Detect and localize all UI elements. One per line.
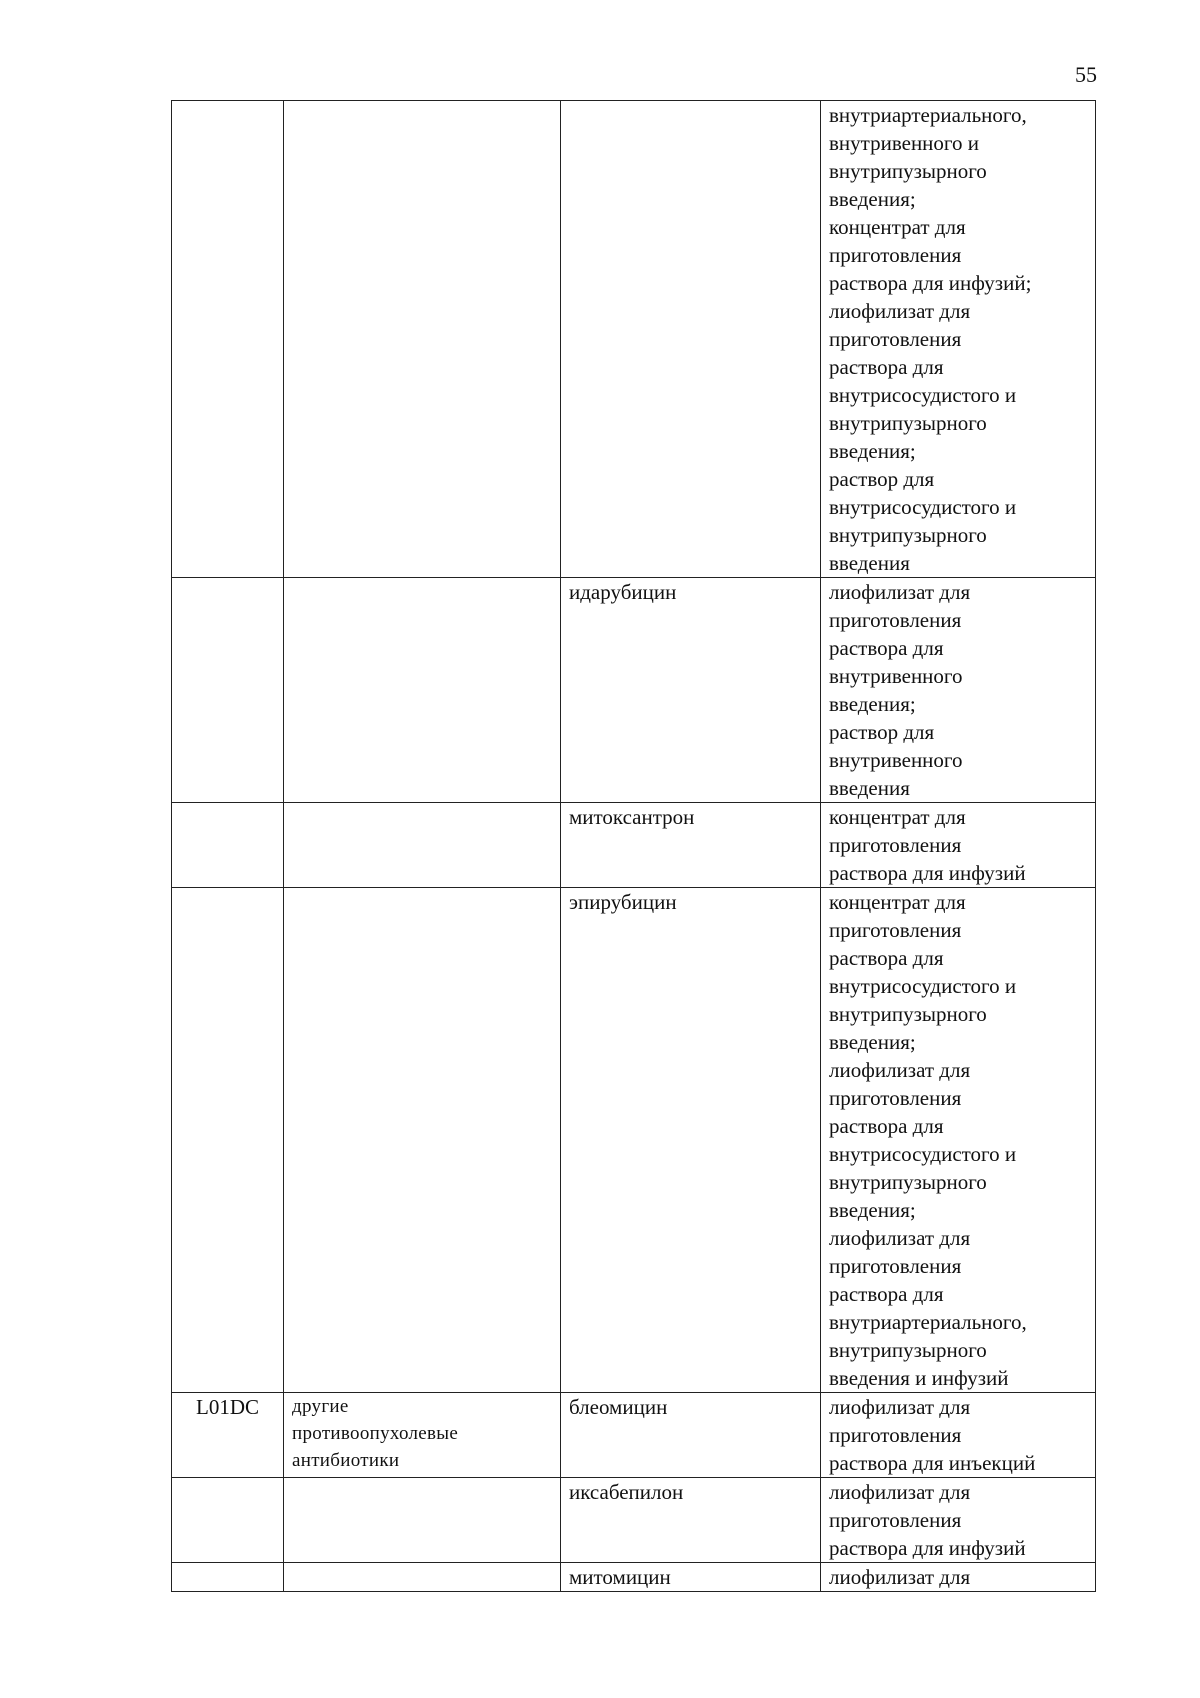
drug-name: блеомицин xyxy=(569,1395,668,1419)
drug-name-cell xyxy=(561,101,821,578)
dosage-form-line: раствора для инфузий; xyxy=(829,271,1032,295)
table-row xyxy=(172,1393,1096,1478)
dosage-form-line: внутрисосудистого и xyxy=(829,495,1017,519)
drug-name: иксабепилон xyxy=(569,1480,684,1504)
atc-code-cell xyxy=(172,1563,284,1592)
dosage-form-line: раствора для инъекций xyxy=(829,1451,1036,1475)
dosage-form-line: внутривенного xyxy=(829,748,963,772)
atc-code-cell xyxy=(172,101,284,578)
dosage-form-line: концентрат для xyxy=(829,890,966,914)
pharmacological-group-cell xyxy=(284,101,561,578)
dosage-form-line: лиофилизат для xyxy=(829,1226,971,1250)
atc-code-cell xyxy=(172,1393,284,1478)
table-row xyxy=(172,803,1096,888)
dosage-form-line: раствора для xyxy=(829,946,944,970)
dosage-form-line: введения; xyxy=(829,439,916,463)
dosage-form-cell xyxy=(821,1393,1096,1478)
pharmacological-group-line: антибиотики xyxy=(292,1450,400,1471)
dosage-form-line: введения; xyxy=(829,692,916,716)
dosage-form-line: внутрисосудистого и xyxy=(829,974,1017,998)
pharmacological-group-cell xyxy=(284,1563,561,1592)
pharmacological-group-cell xyxy=(284,888,561,1393)
dosage-form-line: введения; xyxy=(829,1198,916,1222)
dosage-form-line: внутрисосудистого и xyxy=(829,1142,1017,1166)
dosage-form-cell xyxy=(821,101,1096,578)
pharmacological-group-cell xyxy=(284,578,561,803)
dosage-form-line: внутрипузырного xyxy=(829,1170,987,1194)
drug-name: митоксантрон xyxy=(569,805,695,829)
table-row xyxy=(172,1563,1096,1592)
drug-table xyxy=(171,100,1096,1592)
dosage-form-line: внутрисосудистого и xyxy=(829,383,1017,407)
dosage-form-line: внутриартериального, xyxy=(829,103,1027,127)
dosage-form-line: лиофилизат для xyxy=(829,1395,971,1419)
dosage-form-line: внутрипузырного xyxy=(829,159,987,183)
dosage-form-line: приготовления xyxy=(829,833,962,857)
dosage-form-line: лиофилизат для xyxy=(829,1480,971,1504)
dosage-form-line: внутрипузырного xyxy=(829,1002,987,1026)
dosage-form-line: раствора для инфузий xyxy=(829,861,1026,885)
dosage-form-line: внутривенного и xyxy=(829,131,979,155)
dosage-form-line: раствора для xyxy=(829,636,944,660)
pharmacological-group-line: другие xyxy=(292,1396,349,1417)
table-row xyxy=(172,578,1096,803)
dosage-form-line: приготовления xyxy=(829,608,962,632)
dosage-form-line: приготовления xyxy=(829,243,962,267)
drug-table-body xyxy=(172,101,1096,1592)
dosage-form-line: раствор для xyxy=(829,720,935,744)
atc-code: L01DC xyxy=(196,1395,259,1419)
dosage-form-line: приготовления xyxy=(829,1508,962,1532)
dosage-form-line: приготовления xyxy=(829,918,962,942)
dosage-form-line: приготовления xyxy=(829,1086,962,1110)
dosage-form-line: приготовления xyxy=(829,1254,962,1278)
dosage-form-cell xyxy=(821,1563,1096,1592)
table-row xyxy=(172,888,1096,1393)
dosage-form-line: лиофилизат для xyxy=(829,1565,971,1589)
dosage-form-line: введения; xyxy=(829,187,916,211)
dosage-form-line: раствора для xyxy=(829,1114,944,1138)
dosage-form-line: лиофилизат для xyxy=(829,580,971,604)
table-row xyxy=(172,1478,1096,1563)
drug-name: митомицин xyxy=(569,1565,671,1589)
dosage-form-line: внутрипузырного xyxy=(829,1338,987,1362)
table-row xyxy=(172,101,1096,578)
drug-name-cell xyxy=(561,1393,821,1478)
dosage-form-line: внутрипузырного xyxy=(829,523,987,547)
pharmacological-group-cell xyxy=(284,1393,561,1478)
atc-code-cell xyxy=(172,1478,284,1563)
dosage-form-line: внутрипузырного xyxy=(829,411,987,435)
drug-name-cell xyxy=(561,888,821,1393)
drug-name: идарубицин xyxy=(569,580,677,604)
dosage-form-line: внутриартериального, xyxy=(829,1310,1027,1334)
atc-code-cell xyxy=(172,578,284,803)
dosage-form-cell xyxy=(821,578,1096,803)
dosage-form-line: лиофилизат для xyxy=(829,1058,971,1082)
dosage-form-line: приготовления xyxy=(829,1423,962,1447)
dosage-form-cell xyxy=(821,1478,1096,1563)
drug-name-cell xyxy=(561,1478,821,1563)
drug-name-cell xyxy=(561,578,821,803)
atc-code-cell xyxy=(172,803,284,888)
pharmacological-group-cell xyxy=(284,803,561,888)
dosage-form-line: раствора для xyxy=(829,355,944,379)
dosage-form-line: раствор для xyxy=(829,467,935,491)
dosage-form-line: раствора для инфузий xyxy=(829,1536,1026,1560)
atc-code-cell xyxy=(172,888,284,1393)
drug-name: эпирубицин xyxy=(569,890,677,914)
dosage-form-line: концентрат для xyxy=(829,215,966,239)
dosage-form-line: приготовления xyxy=(829,327,962,351)
dosage-form-line: введения xyxy=(829,551,910,575)
dosage-form-cell xyxy=(821,803,1096,888)
dosage-form-line: внутривенного xyxy=(829,664,963,688)
dosage-form-line: введения и инфузий xyxy=(829,1366,1009,1390)
dosage-form-line: лиофилизат для xyxy=(829,299,971,323)
dosage-form-line: введения xyxy=(829,776,910,800)
page-number: 55 xyxy=(1075,62,1097,87)
pharmacological-group-line: противоопухолевые xyxy=(292,1423,459,1444)
dosage-form-line: концентрат для xyxy=(829,805,966,829)
dosage-form-line: раствора для xyxy=(829,1282,944,1306)
pharmacological-group-cell xyxy=(284,1478,561,1563)
drug-name-cell xyxy=(561,803,821,888)
dosage-form-cell xyxy=(821,888,1096,1393)
dosage-form-line: введения; xyxy=(829,1030,916,1054)
drug-name-cell xyxy=(561,1563,821,1592)
